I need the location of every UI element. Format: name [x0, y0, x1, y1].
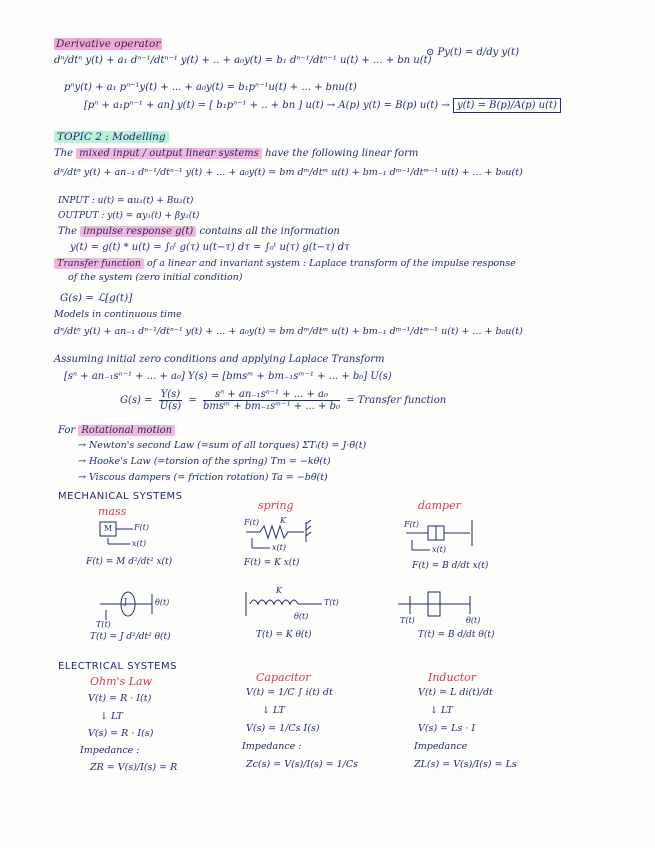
mass-M: M — [104, 524, 113, 533]
impulse-b: contains all the information — [199, 226, 340, 237]
assuming-line: Assuming initial zero conditions and applying Laplace Transform — [54, 354, 385, 365]
ind-l1: V(t) = L di(t)/dt — [418, 687, 493, 698]
l1b: have the following linear form — [265, 148, 419, 159]
tf-highlight: Transfer function — [54, 258, 144, 269]
impulse-a: The — [58, 226, 78, 237]
damper-label: damper — [418, 499, 461, 512]
inductor-label: Inductor — [428, 671, 477, 684]
gs-lhs: G(s) = — [120, 395, 153, 406]
ohm-z: ZR = V(s)/I(s) = R — [90, 762, 178, 773]
linear-form-eq: dⁿ/dtⁿ y(t) + an₋₁ dⁿ⁻¹/dtⁿ⁻¹ y(t) + ... + a₀y(t) = bm dᵐ/dtᵐ u(t) + bm₋₁ dᵐ⁻¹/dtᵐ⁻¹ u(t) + ... + b₀u(t) — [54, 167, 523, 178]
ohm-l2: V(s) = R · I(s) — [88, 728, 154, 739]
rot-newton: → Newton's second Law (=sum of all torques) ΣTᵢ(t) = J·θ̈(t) — [78, 440, 367, 451]
mixed-io-highlight: mixed input / output linear systems — [76, 148, 262, 159]
impulse-eq: y(t) = g(t) * u(t) = ∫₀ᵗ g(τ) u(t−τ) dτ = ∫₀ᵗ u(τ) g(t−τ) dτ — [70, 242, 350, 253]
gs-laplace: G(s) = ℒ[g(t)] — [60, 292, 133, 304]
p-operator-def: ⊙ Py(t) = d/dy y(t) — [426, 47, 519, 58]
mass-ft: F(t) — [134, 523, 150, 532]
cap-lt: ↓ LT — [262, 705, 285, 716]
spring-ft: F(t) — [244, 518, 260, 527]
spring-K: K — [280, 516, 286, 525]
ohm-lt: ↓ LT — [100, 711, 123, 722]
rot-highlight: Rotational motion — [78, 425, 175, 436]
mass-label: mass — [98, 505, 127, 518]
spring-xt: x(t) — [272, 543, 286, 552]
ind-lt: ↓ LT — [430, 705, 453, 716]
topic2-title-text: TOPIC 2 : Modelling — [54, 131, 169, 143]
rot-spring-K: K — [276, 586, 282, 595]
deriv-eq1: dⁿ/dtⁿ y(t) + a₁ dⁿ⁻¹/dtⁿ⁻¹ y(t) + .. + a₀y(t) = b₁ dⁿ⁻¹/dtⁿ⁻¹ u(t) + ... + bn u(t) — [54, 55, 432, 66]
rot-spring-tt: T(t) — [324, 598, 339, 607]
cap-z: Zc(s) = V(s)/I(s) = 1/Cs — [246, 759, 358, 770]
output-line: OUTPUT : y(t) = αy₁(t) + βy₂(t) — [58, 211, 200, 221]
cap-impedance: Impedance : — [242, 741, 302, 752]
impulse-highlight: impulse response g(t) — [80, 226, 196, 237]
tf-text: of a linear and invariant system : Laplace transform of the impulse response — [147, 258, 516, 269]
input-line: INPUT : u(t) = αu₁(t) + Bu₂(t) — [58, 196, 194, 206]
gs-den1: U(s) — [159, 401, 182, 412]
mechanical-title: MECHANICAL SYSTEMS — [58, 491, 183, 502]
ind-z: ZL(s) = V(s)/I(s) = Ls — [414, 759, 517, 770]
rot-spring-equation: T(t) = K θ(t) — [256, 630, 312, 640]
tf-box: y(t) = B(p)/A(p) u(t) — [453, 98, 561, 113]
spring-coil — [260, 526, 304, 538]
l1a: The — [54, 148, 74, 159]
damper-equation: F(t) = B d/dt x(t) — [412, 561, 489, 571]
ohm-impedance: Impedance : — [80, 745, 140, 756]
gs-fraction: G(s) = $\frac{Y(s)}{U(s)}$ = sⁿ + an₋₁sⁿ⁻¹ + ... + a₀ bmsᵐ + bm₋₁sᵐ⁻¹ + ... + b₀ = Transfer function — [120, 389, 447, 412]
rot-damper-tt: T(t) — [400, 616, 415, 625]
rot-spring-theta: θ(t) — [294, 612, 309, 621]
rot-spring-coil — [250, 600, 298, 604]
rot-damper-theta-label: θ(t) — [466, 616, 481, 625]
rot-hooke: → Hooke's Law (=torsion of the spring) Tm = −kθ(t) — [78, 456, 331, 467]
transfer-line2: of the system (zero initial condition) — [68, 272, 243, 283]
rot-mass-theta: θ(t) — [155, 598, 170, 607]
mass-equation: F(t) = M d²/dt² x(t) — [86, 557, 173, 567]
models-line: Models in continuous time — [54, 309, 182, 320]
rot-mass-equation: T(t) = J d²/dt² θ(t) — [90, 632, 171, 642]
rot-viscous: → Viscous dampers (= friction rotation) Ta = −bθ̇(t) — [78, 472, 328, 483]
damper-xt: x(t) — [432, 545, 446, 554]
mass-xt: x(t) — [132, 539, 146, 548]
continuous-eq: dⁿ/dtⁿ y(t) + an₋₁ dⁿ⁻¹/dtⁿ⁻¹ y(t) + ... + a₀y(t) = bm dᵐ/dtᵐ u(t) + bm₋₁ dᵐ⁻¹/dtᵐ⁻¹ u(t) + ... + b₀u(t) — [54, 326, 523, 337]
deriv-title-text: Derivative operator — [56, 38, 161, 50]
rot-mass-tt: T(t) — [96, 620, 111, 629]
ohm-label: Ohm's Law — [90, 675, 152, 688]
ind-l2: V(s) = Ls · I — [418, 723, 476, 734]
gs-tail: = Transfer function — [346, 395, 447, 406]
damper-ft: F(t) — [404, 520, 420, 529]
ind-impedance: Impedance — [414, 741, 468, 752]
deriv-eq3-text: [pⁿ + a₁pⁿ⁻¹ + an] y(t) = [ b₁pⁿ⁻¹ + .. + bn ] u(t) → A(p) y(t) = B(p) u(t) → — [84, 100, 450, 111]
gs-num1: Y(s) — [160, 389, 181, 400]
spring-equation: F(t) = K x(t) — [244, 558, 300, 568]
cap-l1: V(t) = 1/C ∫ i(t) dt — [246, 687, 333, 698]
gs-den2: bmsᵐ + bm₋₁sᵐ⁻¹ + ... + b₀ — [202, 401, 340, 412]
capacitor-label: Capacitor — [256, 671, 311, 684]
spring-label: spring — [258, 499, 294, 512]
rot-mass-J: J — [124, 597, 128, 606]
deriv-eq2: pⁿy(t) + a₁ pⁿ⁻¹y(t) + ... + a₀y(t) = b₁pⁿ⁻¹u(t) + ... + bnu(t) — [64, 82, 357, 93]
laplace-eq: [sⁿ + an₋₁sⁿ⁻¹ + ... + a₀] Y(s) = [bmsᵐ + bm₋₁sᵐ⁻¹ + ... + b₀] U(s) — [64, 371, 392, 382]
gs-num2: sⁿ + an₋₁sⁿ⁻¹ + ... + a₀ — [203, 389, 340, 401]
rot-damper-equation: T(t) = B d/dt θ(t) — [418, 630, 495, 640]
rot-a: For — [58, 425, 76, 436]
ohm-l1: V(t) = R · I(t) — [88, 693, 152, 704]
electrical-title: ELECTRICAL SYSTEMS — [58, 661, 177, 672]
cap-l2: V(s) = 1/Cs I(s) — [246, 723, 320, 734]
